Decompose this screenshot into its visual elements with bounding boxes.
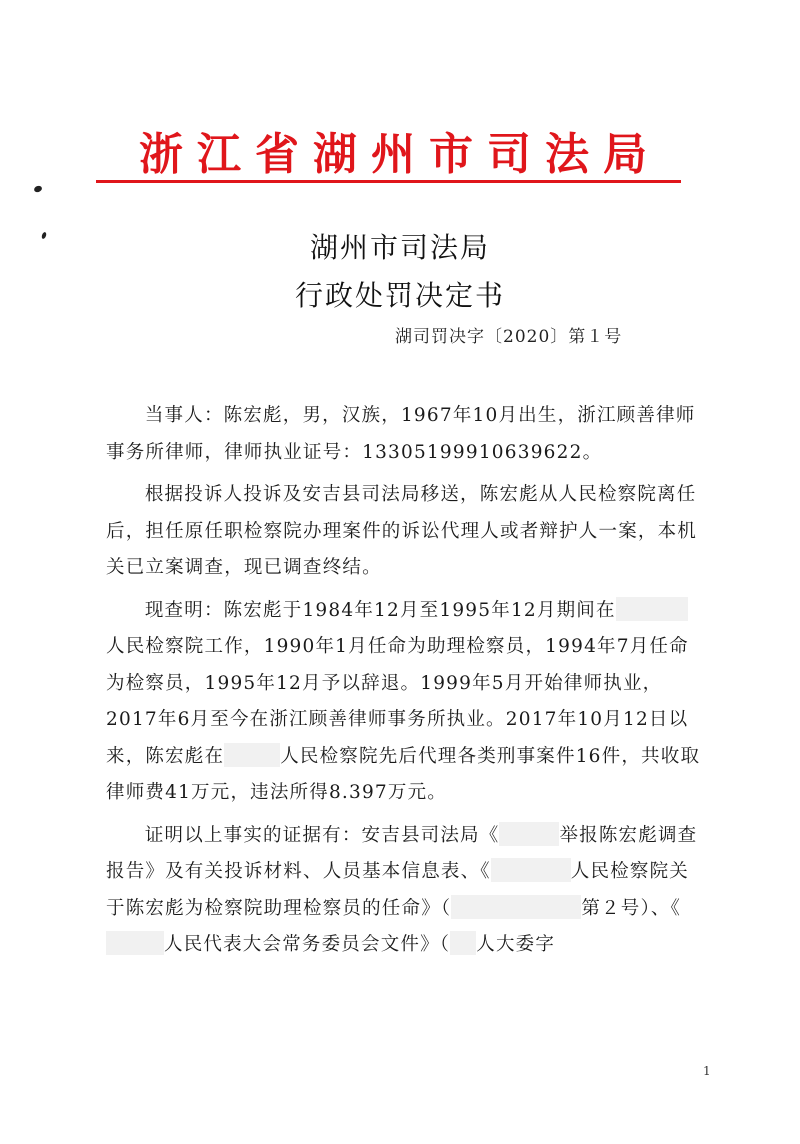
evidence-text-e: 人民代表大会常务委员会文件》（ <box>164 934 451 955</box>
paragraph-findings <box>106 593 706 812</box>
redaction-block <box>451 895 581 919</box>
redaction-block <box>224 743 280 767</box>
page-number: 1 <box>703 1064 711 1078</box>
document-number: 湖司罚决字〔2020〕第１号 <box>395 327 623 347</box>
evidence-text-f: 人大委字 <box>476 934 556 955</box>
scan-speck <box>33 185 43 193</box>
document-body <box>106 398 706 970</box>
redaction-block <box>106 931 164 955</box>
document-title-line2: 行政处罚决定书 <box>294 279 505 312</box>
redaction-block <box>491 858 571 882</box>
findings-text-b: 人民检察院工作，1990年1月任命为助理检察员，1994年7月任命为检察员，1995年12月予以辞退。1999年5月开始律师执业，2017年6月至今在浙江顾善律师事务所执业。2017年10月12日以来，陈宏彪在 <box>106 636 689 767</box>
letterhead-title: 浙江省湖州市司法局 <box>139 129 661 180</box>
findings-text-c: 人民检察院先后代理各类刑事案件16件，共收取律师费41万元，违法所得8.397万元。 <box>106 745 701 803</box>
paragraph-evidence <box>106 818 706 964</box>
findings-text-a: 现查明：陈宏彪于1984年12月至1995年12月期间在 <box>144 599 616 621</box>
document-title-line1: 湖州市司法局 <box>309 231 490 264</box>
paragraph-case: 根据投诉人投诉及安吉县司法局移送，陈宏彪从人民检察院离任后，担任原任职检察院办理案件的诉讼代理人或者辩护人一案，本机关已立案调查，现已调查终结。 <box>106 484 698 578</box>
evidence-text-c: 人民检察院关于陈宏彪为检察院助理检察员的任命》（ <box>106 861 689 919</box>
paragraph-party: 当事人：陈宏彪，男，汉族，1967年10月出生，浙江顾善律师事务所律师，律师执业证号：13305199910639622。 <box>106 405 696 463</box>
redaction-block <box>642 597 688 621</box>
redaction-block <box>499 822 559 846</box>
redaction-block <box>450 931 476 955</box>
letterhead-red-rule <box>96 180 681 183</box>
evidence-text-d: 第２号）、《 <box>581 897 682 919</box>
evidence-text-b: 举报陈宏彪调查报告》及有关投诉材料、人员基本信息表、《 <box>106 824 698 882</box>
evidence-text-a: 证明以上事实的证据有：安吉县司法局《 <box>144 824 500 846</box>
